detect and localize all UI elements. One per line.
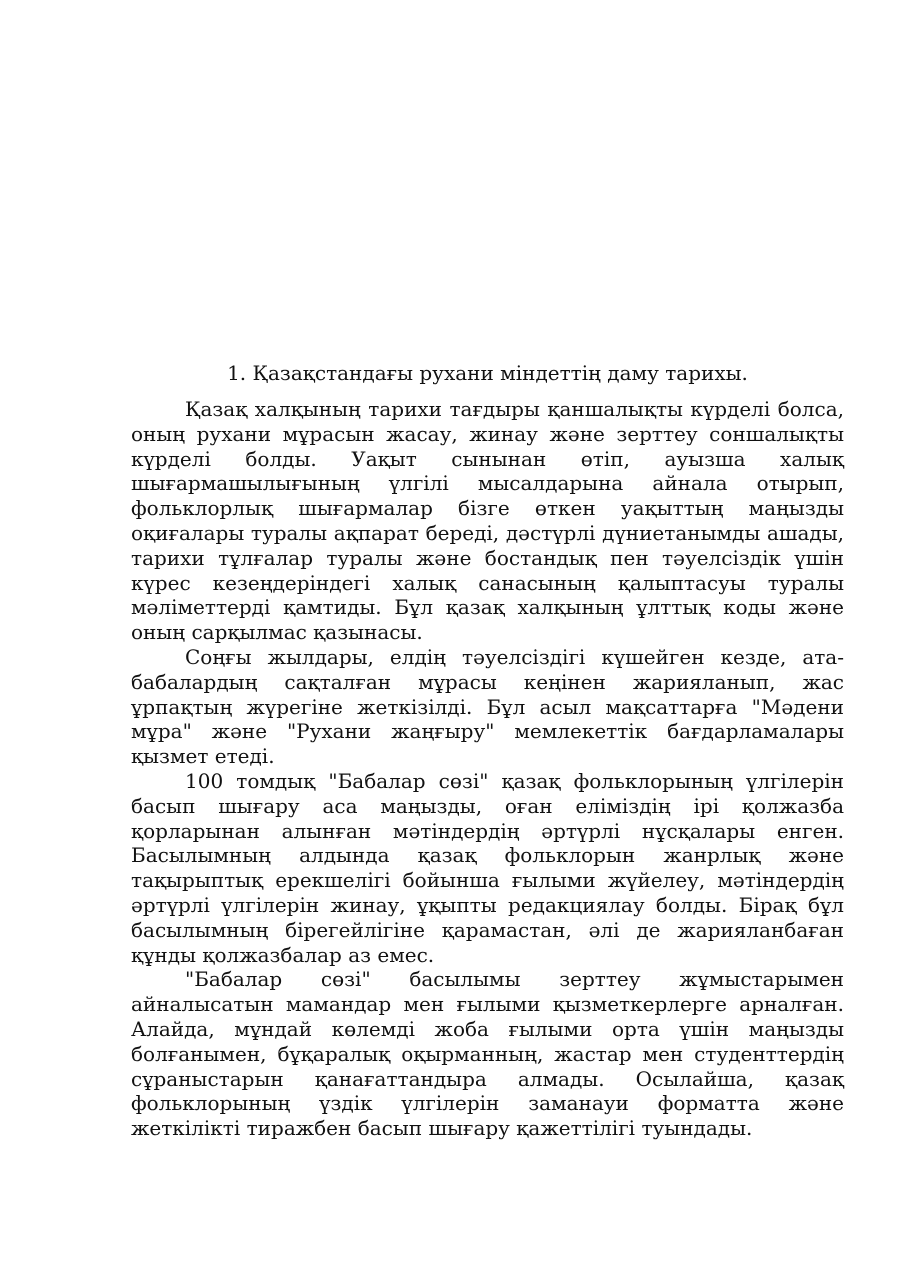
paragraph-4: "Бабалар сөзі" басылымы зерттеу жұмыстарымен айналысатын мамандар мен ғылыми қызметкерлерге арналған. Алайда, мұндай көлемді жоба ғылыми орта үшін маңызды болғанымен, бұқаралық оқырманның, жастар мен студенттердің сұраныстарын қанағаттандыра алмады. Осылайша, қазақ фольклорының үздік үлгілерін заманауи форматта және жеткілікті тиражбен басып шығару қажеттілігі туындады. <box>131 967 844 1141</box>
document-body <box>131 360 844 1141</box>
section-heading: 1. Қазақстандағы рухани міндеттің даму тарихы. <box>227 361 748 385</box>
paragraph-2: Соңғы жылдары, елдің тәуелсіздігі күшейген кезде, ата-бабалардың сақталған мұрасы кеңінен жарияланып, жас ұрпақтың жүрегіне жеткізілді. Бұл асыл мақсаттарға "Мәдени мұра" және "Рухани жаңғыру" мемлекеттік бағдарламалары қызмет етеді. <box>131 644 844 769</box>
paragraph-3: 100 томдық "Бабалар сөзі" қазақ фольклорының үлгілерін басып шығару аса маңызды, оған еліміздің ірі қолжазба қорларынан алынған мәтіндердің әртүрлі нұсқалары енген. Басылымның алдында қазақ фольклорын жанрлық және тақырыптық ерекшелігі бойынша ғылыми жүйелеу, мәтіндердің әртүрлі үлгілерін жинау, ұқыпты редакциялау болды. Бірақ бұл басылымның бірегейлігіне қарамастан, әлі де жарияланбаған құнды қолжазбалар аз емес. <box>131 768 844 967</box>
paragraph-1: Қазақ халқының тарихи тағдыры қаншалықты күрделі болса, оның рухани мұрасын жасау, жинау және зерттеу соншалықты күрделі болды. Уақыт сынынан өтіп, ауызша халық шығармашылығының үлгілі мысалдарына айнала отырып, фольклорлық шығармалар бізге өткен уақыттың маңызды оқиғалары туралы ақпарат береді, дәстүрлі дүниетанымды ашады, тарихи тұлғалар туралы және бостандық пен тәуелсіздік үшін күрес кезеңдеріндегі халық санасының қалыптасуы туралы мәліметтерді қамтиды. Бұл қазақ халқының ұлттық коды және оның сарқылмас қазынасы. <box>131 397 844 645</box>
